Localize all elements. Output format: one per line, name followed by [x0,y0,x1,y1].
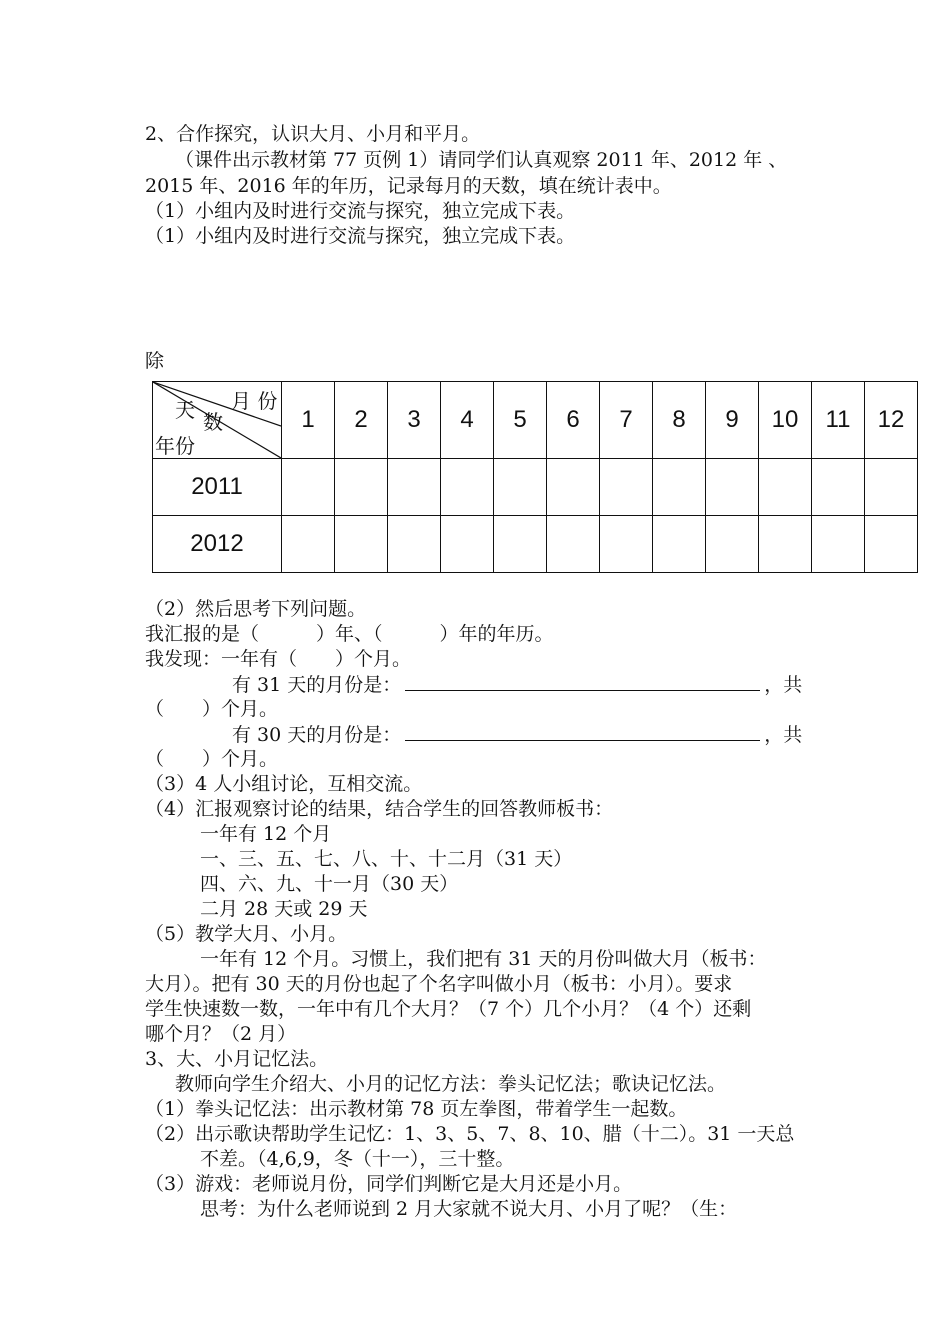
rhyme-method-line-1: （2）出示歌诀帮助学生记忆：1、3、5、7、8、10、腊（十二）。31 一天总 [145,1123,795,1145]
month-header: 12 [865,382,918,459]
month-header: 10 [759,382,812,459]
31-days-count-line: （ ）个月。 [145,698,279,720]
table-cell[interactable] [865,459,918,516]
31-days-line [232,672,802,697]
paragraph-intro-line-2: 2015 年、2016 年的年历，记录每月的天数，填在统计表中。 [145,175,672,197]
stray-character: 除 [145,350,165,372]
fist-method-line: （1）拳头记忆法：出示教材第 78 页左拳图，带着学生一起数。 [145,1098,688,1120]
table-cell[interactable] [706,516,759,573]
step-1-line-duplicate: （1）小组内及时进行交流与探究，独立完成下表。 [145,225,576,247]
table-cell[interactable] [282,516,335,573]
step-4-line: （4）汇报观察讨论的结果，结合学生的回答教师板书： [145,798,614,820]
corner-label-days-1: 天 [175,398,195,422]
table-row [153,459,918,516]
table-cell[interactable] [600,459,653,516]
section-2-heading: 2、合作探究，认识大月、小月和平月。 [145,123,481,145]
month-header: 2 [335,382,388,459]
rhyme-method-line-2: 不差。（4,6,9，冬（十一），三十整。 [200,1148,515,1170]
days-per-month-table [152,381,918,573]
board-line-3: 四、六、九、十一月（30 天） [200,873,459,895]
month-header: 9 [706,382,759,459]
month-header: 11 [812,382,865,459]
board-line-2: 一、三、五、七、八、十、十二月（31 天） [200,848,573,870]
corner-label-month: 月 份 [231,389,278,413]
table-cell[interactable] [335,459,388,516]
step-1-line: （1）小组内及时进行交流与探究，独立完成下表。 [145,200,576,222]
board-line-4: 二月 28 天或 29 天 [200,898,368,920]
table-cell[interactable] [812,516,865,573]
table-cell[interactable] [388,516,441,573]
corner-label-days-2: 数 [203,410,223,434]
table-cell[interactable] [653,516,706,573]
table-cell[interactable] [759,516,812,573]
table-cell[interactable] [547,516,600,573]
table-cell[interactable] [600,516,653,573]
table-row [153,516,918,573]
31-days-count-label: ，共 [764,674,803,696]
year-label: 2011 [153,459,282,516]
step-3-line: （3）4 人小组讨论，互相交流。 [145,773,423,795]
month-header: 1 [282,382,335,459]
table-cell[interactable] [547,459,600,516]
paragraph-intro-line-1: （课件出示教材第 77 页例 1）请同学们认真观察 2011 年、2012 年 、 [175,149,788,171]
paragraph-big-month-3: 学生快速数一数，一年中有几个大月？（7 个）几个小月？（4 个）还剩 [145,998,752,1020]
30-days-label: 有 30 天的月份是： [232,724,402,746]
month-header: 6 [547,382,600,459]
table-header-row [153,382,918,459]
table-cell[interactable] [494,516,547,573]
table-corner-cell [153,382,282,459]
corner-label-year: 年份 [155,434,195,458]
table-cell[interactable] [441,516,494,573]
report-years-line: 我汇报的是（ ）年、（ ）年的年历。 [145,623,554,645]
table-cell[interactable] [388,459,441,516]
game-line: （3）游戏：老师说月份，同学们判断它是大月还是小月。 [145,1173,633,1195]
month-header: 7 [600,382,653,459]
30-days-count-label: ，共 [764,724,803,746]
table-cell[interactable] [706,459,759,516]
board-line-1: 一年有 12 个月 [200,823,332,845]
month-header: 4 [441,382,494,459]
paragraph-big-month-2: 大月）。把有 30 天的月份也起了个名字叫做小月（板书：小月）。要求 [145,973,733,995]
month-header: 8 [653,382,706,459]
31-days-answer-blank[interactable] [405,672,760,691]
discovery-months-line: 我发现：一年有（ ）个月。 [145,648,412,670]
31-days-label: 有 31 天的月份是： [232,674,402,696]
step-2-line: （2）然后思考下列问题。 [145,598,367,620]
month-header: 5 [494,382,547,459]
table-cell[interactable] [335,516,388,573]
30-days-answer-blank[interactable] [405,722,760,741]
30-days-line [232,722,802,747]
table-cell[interactable] [865,516,918,573]
month-header: 3 [388,382,441,459]
think-line: 思考：为什么老师说到 2 月大家就不说大月、小月了呢？（生： [200,1198,738,1220]
section-3-heading: 3、大、小月记忆法。 [145,1048,329,1070]
table-cell[interactable] [441,459,494,516]
table-cell[interactable] [812,459,865,516]
30-days-count-line: （ ）个月。 [145,748,279,770]
memory-method-intro: 教师向学生介绍大、小月的记忆方法：拳头记忆法；歌诀记忆法。 [175,1073,727,1095]
paragraph-big-month-4: 哪个月？（2 月） [145,1023,297,1045]
year-label: 2012 [153,516,282,573]
table-cell[interactable] [282,459,335,516]
paragraph-big-month-1: 一年有 12 个月。习惯上，我们把有 31 天的月份叫做大月（板书： [200,948,767,970]
table-cell[interactable] [759,459,812,516]
step-5-line: （5）教学大月、小月。 [145,923,348,945]
table-cell[interactable] [653,459,706,516]
table-cell[interactable] [494,459,547,516]
